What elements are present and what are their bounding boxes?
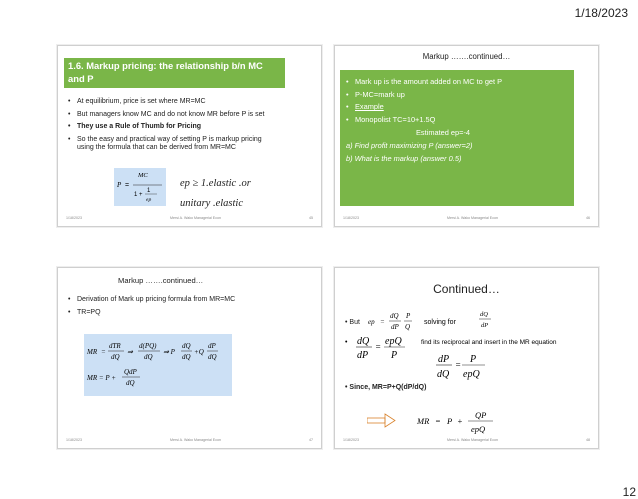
- formula-den-2: 1 +: [134, 192, 143, 198]
- svg-text:MR: MR: [417, 416, 430, 426]
- svg-text:QdP: QdP: [124, 368, 137, 376]
- svg-text:=: =: [379, 318, 385, 326]
- svg-text:epQ: epQ: [463, 369, 480, 380]
- bullet-item: • Derivation of Mark up pricing formula from MR=MC: [68, 296, 308, 305]
- slide-header: Markup …….continued…: [118, 276, 204, 285]
- bullet-item: • Mark up is the amount added on MC to get P: [346, 78, 569, 87]
- condition-line-2: unitary .elastic: [180, 198, 243, 209]
- svg-text:P: P: [405, 312, 411, 320]
- bullet-item: • Monopolist TC=10+1.5Q: [346, 116, 569, 125]
- solving-label: solving for: [423, 319, 456, 326]
- svg-text:dP: dP: [438, 354, 450, 365]
- svg-text:dP: dP: [208, 342, 216, 350]
- svg-text:dP: dP: [390, 323, 399, 331]
- bullet-item: • Example: [346, 103, 569, 112]
- svg-text:epQ: epQ: [385, 336, 402, 347]
- footer-number: 47: [309, 438, 313, 442]
- slide-footer: [66, 438, 313, 442]
- page-date: 1/18/2023: [574, 6, 628, 20]
- footer-number: 45: [309, 216, 313, 220]
- markup-formula: [114, 168, 166, 206]
- bullet-item: • At equilibrium, price is set where MR=MC: [68, 98, 273, 107]
- formula-p: P: [117, 181, 122, 189]
- bullet-item: • But managers know MC and do not know MR before P is set: [68, 111, 273, 120]
- svg-text:dQ: dQ: [437, 369, 450, 380]
- footer-author: Mersi A. Wako Managerial Econ: [447, 438, 498, 442]
- slide-header: Continued…: [433, 282, 500, 296]
- svg-text:MR = P +: MR = P +: [87, 374, 116, 382]
- footer-number: 48: [586, 438, 590, 442]
- svg-text:P: P: [470, 354, 477, 365]
- slide-46[interactable]: [334, 45, 599, 227]
- slide-48[interactable]: [334, 267, 599, 449]
- formula-den-1: 1: [147, 188, 151, 194]
- derivation-graphic: [84, 334, 232, 396]
- svg-text:=: =: [435, 416, 441, 426]
- elasticity-condition: [180, 174, 251, 214]
- svg-text:dQ: dQ: [357, 336, 370, 347]
- footer-date: 1/18/2023: [66, 438, 82, 442]
- slide-footer: [343, 438, 590, 442]
- svg-text:⇒ P: ⇒ P: [163, 348, 175, 356]
- slide-footer: [343, 216, 590, 220]
- slide-header: Markup …….continued…: [422, 52, 511, 61]
- svg-text:dQ: dQ: [208, 353, 217, 361]
- footer-date: 1/18/2023: [343, 438, 359, 442]
- slide-45[interactable]: [57, 45, 322, 227]
- slide-footer: [66, 216, 313, 220]
- arrow-right-icon: [367, 414, 395, 427]
- bullet-list: [68, 98, 273, 157]
- estimated-ep: Estimated ep=-4: [416, 128, 471, 138]
- svg-text:ep: ep: [367, 318, 375, 326]
- svg-text:Q: Q: [404, 323, 410, 331]
- bullet-reciprocal: [345, 334, 585, 386]
- reciprocal-label: find its reciprocal and insert in the MR equation: [421, 339, 557, 346]
- bullet-item: • TR=PQ: [68, 309, 308, 318]
- svg-text:+: +: [457, 416, 463, 426]
- svg-text:+Q: +Q: [194, 348, 204, 356]
- svg-text:P: P: [391, 350, 398, 361]
- svg-text:dP: dP: [480, 322, 489, 329]
- footer-number: 46: [586, 216, 590, 220]
- content-box: [340, 70, 574, 206]
- bullet-since: • Since, MR=P+Q(dP/dQ): [345, 384, 427, 391]
- formula-den-3: ep: [146, 197, 152, 203]
- derivation-box: [84, 334, 232, 396]
- svg-text:⇒: ⇒: [127, 348, 133, 356]
- svg-text:dQ: dQ: [144, 353, 153, 361]
- svg-text:dQ: dQ: [389, 312, 399, 320]
- svg-text:epQ: epQ: [471, 424, 486, 434]
- bullet-list: [346, 78, 569, 124]
- svg-text:P: P: [447, 416, 453, 426]
- question-b: b) What is the markup (answer 0.5): [346, 154, 462, 164]
- bullet-item: • So the easy and practical way of setting P is markup pricing using the formula that can be derived from MR=MC: [68, 136, 273, 153]
- svg-text:QP: QP: [475, 410, 487, 420]
- bullet-label: But: [349, 318, 360, 326]
- svg-text:dQ: dQ: [479, 311, 488, 318]
- footer-date: 1/18/2023: [343, 216, 359, 220]
- page-number: 12: [622, 485, 636, 499]
- formula-graphic: [114, 168, 166, 206]
- ep-equation: [362, 308, 512, 336]
- bullet-item: • P-MC=mark up: [346, 91, 569, 100]
- question-a: a) Find profit maximizing P (answer=2): [346, 141, 473, 151]
- svg-text:dQ: dQ: [111, 353, 120, 361]
- bullet-list: [68, 296, 308, 321]
- svg-text:=: =: [101, 348, 106, 356]
- svg-text:dP: dP: [357, 350, 369, 361]
- footer-date: 1/18/2023: [66, 216, 82, 220]
- svg-text:dQ: dQ: [126, 379, 135, 387]
- formula-eq: =: [125, 182, 130, 189]
- bullet-item: • They use a Rule of Thumb for Pricing: [68, 123, 273, 132]
- footer-author: Mersi A. Wako Managerial Econ: [447, 216, 498, 220]
- slide-47[interactable]: [57, 267, 322, 449]
- svg-text:dQ: dQ: [182, 342, 191, 350]
- reciprocal-equations: [345, 334, 585, 384]
- svg-text:d(PQ): d(PQ): [139, 342, 157, 350]
- svg-text:MR: MR: [87, 348, 98, 356]
- svg-text:dQ: dQ: [182, 353, 191, 361]
- bullet-but: • But ep = dQ dP P Q solving for dQ dP: [345, 308, 512, 336]
- footer-author: Mersi A. Wako Managerial Econ: [170, 216, 221, 220]
- footer-author: Mersi A. Wako Managerial Econ: [170, 438, 221, 442]
- slide-title: 1.6. Markup pricing: the relationship b/n MC and P: [64, 58, 285, 88]
- svg-text:dTR: dTR: [109, 342, 121, 350]
- svg-text:=: =: [375, 342, 382, 352]
- since-label: Since, MR=P+Q(dP/dQ): [349, 384, 427, 391]
- svg-text:•: •: [345, 339, 348, 346]
- formula-num: MC: [138, 172, 148, 179]
- svg-text:=: =: [455, 360, 462, 370]
- condition-line-1: ep ≥ 1.elastic .or: [180, 178, 251, 189]
